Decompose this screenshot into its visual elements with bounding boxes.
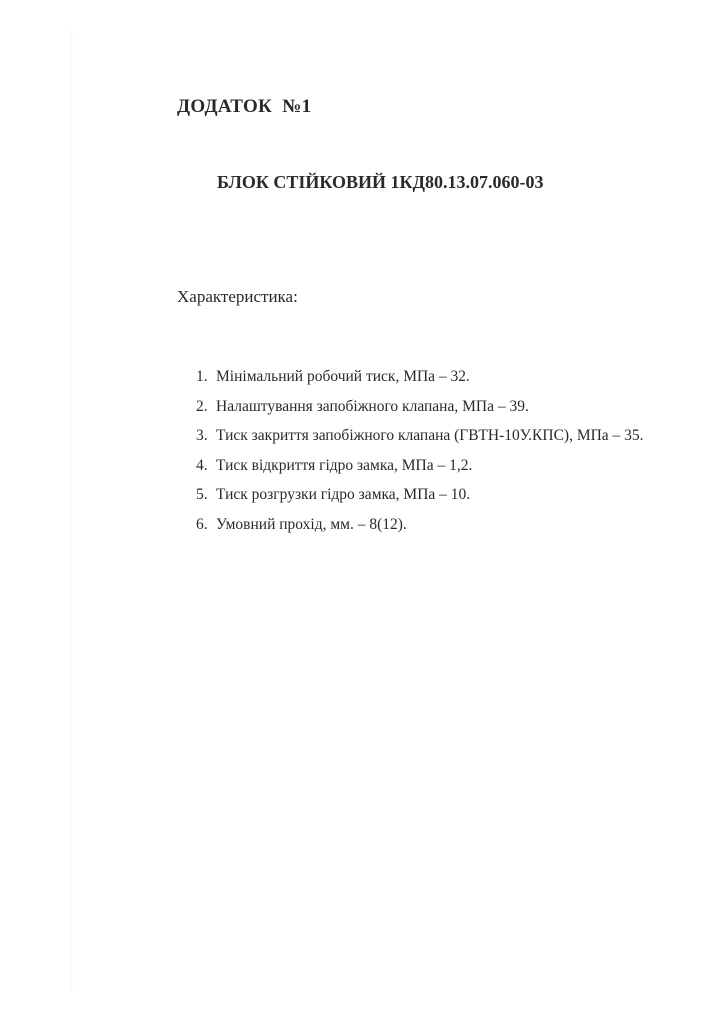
- list-item-text: Тиск закриття запобіжного клапана (ГВТН-10У.КПС), МПа – 35.: [216, 427, 644, 445]
- characteristics-label: Характеристика:: [177, 287, 298, 306]
- list-item-number: 3.: [196, 427, 208, 445]
- characteristics-list: [196, 362, 644, 540]
- list-item-text: Мінімальний робочий тиск, МПа – 32.: [216, 368, 470, 385]
- list-item-text: Умовний прохід, мм. – 8(12).: [216, 515, 407, 533]
- list-item-text: Тиск відкриття гідро замка, МПа – 1,2.: [216, 456, 473, 474]
- list-item-number: 6.: [196, 515, 208, 533]
- appendix-title: ДОДАТОК №1: [177, 96, 312, 117]
- list-item-text: Тиск розгрузки гідро замка, МПа – 10.: [216, 486, 471, 504]
- list-item-number: 4.: [196, 456, 208, 474]
- list-item: [196, 392, 644, 422]
- list-item: [196, 480, 644, 510]
- block-title: БЛОК СТІЙКОВИЙ 1КД80.13.07.060-03: [217, 172, 544, 192]
- list-item-number: 1.: [196, 368, 208, 385]
- list-item-text: Налаштування запобіжного клапана, МПа – 39.: [216, 397, 529, 415]
- list-item-number: 5.: [196, 486, 208, 504]
- list-item: [196, 421, 644, 451]
- list-item: [196, 451, 644, 481]
- list-item: [196, 510, 644, 540]
- list-item: [196, 362, 644, 392]
- list-item-number: 2.: [196, 397, 208, 415]
- scan-edge-shadow: [70, 30, 74, 990]
